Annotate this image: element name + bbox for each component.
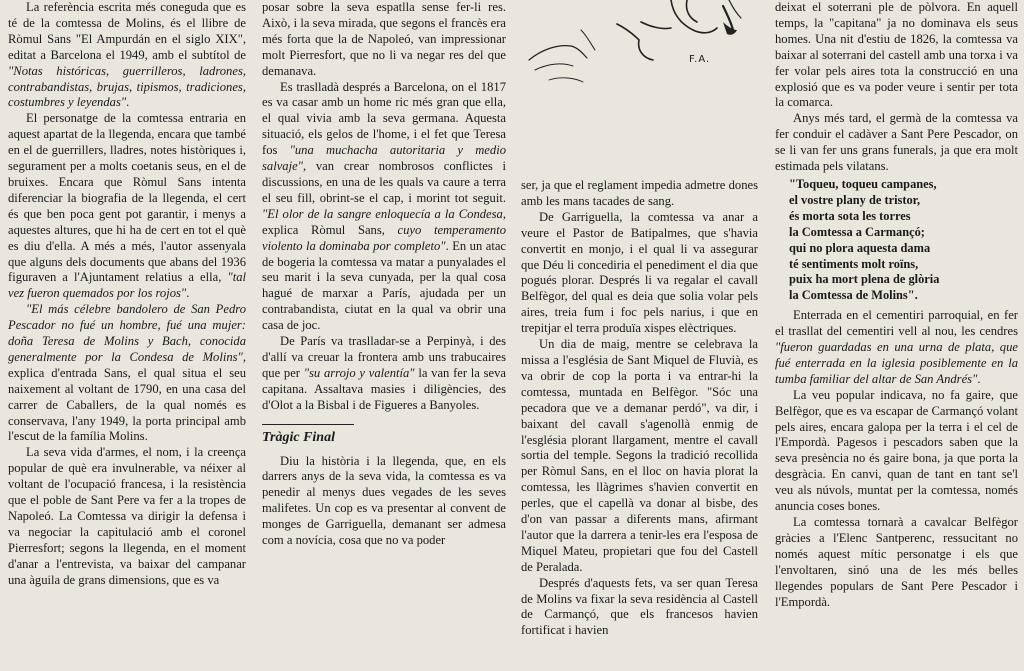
column-1 bbox=[8, 0, 246, 671]
paragraph: "El más célebre bandolero de San Pedro Pescador no fué un hombre, fué una mujer: doña Teresa de Molins y Bach, conocida generalmente por la Condesa de Molins", explica d'entrada Sans, el qual situa el seu naixement al voltant de 1790, en una casa del carrer de Caballers, de la qual només es conservava, l'any 1949, la porta principal amb l'escut de la família Molins. bbox=[8, 302, 246, 444]
paragraph: La veu popular indicava, no fa gaire, que Belfègor, que es va escapar de Carmançó volant pels aires, encara galopa per la terra i el cel de l'Empordà. Pagesos i pescadors saben que la seva presència no és gaire bona, ja que porta la desgràcia. En canvi, quan de tant en tant se'l veu als núvols, muntat per la comtessa, només anuncia coses bones. bbox=[775, 387, 1018, 514]
paragraph: Un dia de maig, mentre se celebrava la missa a l'església de Sant Miquel de Fluvià, es va obrir de cop la porta i va entrar-hi la comtessa, muntada en Belfègor. "Sóc una pecadora que ve a demanar perdó", va dir, i baixant del cavall s'agenollà enmig de l'església plorant llargament, mentre el cavall sortia del temple. Segons la tradició recollida per Ròmul Sans, en el lloc on havia plorat la comtessa, les llàgrimes s'havien convertit en perles, que el capellà va donar al bisbe, des d'on van passar a diferents mans, afirmant l'autor que la darrera a tenir-les era l'esposa de Miquel Mateu, propietari que fou del Castell de Peralada. bbox=[521, 337, 758, 574]
paragraph: Anys més tard, el germà de la comtessa va fer conduir el cadàver a Sant Pere Pescador, on se li van fer uns grans funerals, ja que era molt estimada pels vilatans. bbox=[775, 111, 1018, 174]
paragraph: De París va traslladar-se a Perpinyà, i des d'allí va creuar la frontera amb uns trabucaires que per "su arrojo y valentía" la van fer la seva capitana. Assaltava masies i diligències, des d'Olot a la Bisbal i de Figueres a Banyoles. bbox=[262, 334, 506, 412]
poem-line: és morta sota les torres bbox=[789, 208, 911, 223]
paragraph: Després d'aquests fets, va ser quan Teresa de Molins va fixar la seva residència al Castell de Carmançó, que els francesos havien fortificat i havien bbox=[521, 575, 758, 638]
poem-line: la Comtessa a Carmançó; bbox=[789, 224, 925, 239]
horse-illustration bbox=[521, 0, 758, 176]
paragraph: De Garriguella, la comtessa va anar a veure el Pastor de Batipalmes, que s'havia convertit en monjo, i el qual li va assegurar que Déu li concediria el penediment el dia que pogués plorar. Després li va regalar el cavall Belfègor, del qual es deia que solia volar pels aires, treia fum i foc pels narius, i que en trepitjar el terra produïa xispes elèctriques. bbox=[521, 209, 758, 336]
poem-line: qui no plora aquesta dama bbox=[789, 240, 931, 255]
paragraph: El personatge de la comtessa entraria en aquest apartat de la llegenda, encara que també en el de guerrillers, lladres, notes històriques i, segurament per a molts coetanis seus, en el de bruixes. Encara que Ròmul Sans intenta diferenciar la biografia de la llegenda, el cert és que ben poca gent pot garantir, i menys a aquestes altures, que hi ha de cert en tot el què es diu d'ella. A més a més, l'autor assenyala que alguns dels documents que abans del 1936 figuraven a l'Ajuntament relatius a ella, "tal vez fueron quemados por los rojos". bbox=[8, 111, 246, 301]
paragraph: Diu la història i la llegenda, que, en els darrers anys de la seva vida, la comtessa es va penedir al menys dues vegades de les seves malifetes. Un cop es va presentar al convent de monges de Garriguella, demanant ser admesa com a novícia, cosa que no va poder bbox=[262, 453, 506, 548]
column-2 bbox=[262, 0, 506, 671]
poem-line: la Comtessa de Molins". bbox=[789, 288, 918, 303]
column-4 bbox=[775, 0, 1018, 671]
paragraph: La referència escrita més coneguda que es té de la comtessa de Molins, és el llibre de Ròmul Sans "El Ampurdán en el siglo XIX", editat a Barcelona el 1949, amb el subtítol de "Notas históricas, guerrilleros, ladrones, contrabandistas, brujas, tipismos, tradiciones, costumbres y leyendas". bbox=[8, 0, 246, 110]
poem-line: té sentiments molt roïns, bbox=[789, 256, 919, 271]
poem-line: "Toqueu, toqueu campanes, bbox=[789, 176, 937, 191]
paragraph: Enterrada en el cementiri parroquial, en fer el trasllat del cementiri vell al nou, les cendres "fueron guardadas en una urna de plata, que fué enterrada en la iglesia posiblemente en la tumba familiar del altar de San Andrés". bbox=[775, 308, 1018, 386]
column-3 bbox=[521, 178, 758, 671]
paragraph: La seva vida d'armes, el nom, i la creença popular de què era invulnerable, va néixer al voltant de l'ocupació francesa, i la resistència que el poble de Sant Pere va fer a la tropes de Napoleó. La Comtessa va dirigir la defensa i va negociar la capitulació amb el coronel Pierresfort; segons la llegenda, en el moment d'anar a l'entrevista, va baixar del campanar una àguila de grans dimensions, que es va bbox=[8, 445, 246, 587]
paragraph: deixat el soterrani ple de pòlvora. En aquell temps, la "capitana" ja no dominava els seus homes. Una nit d'estiu de 1826, la comtessa va baixar al soterrani del castell amb una torxa i va fer volar pels aires tota la construcció en una explosió que es va poder veure i sentir per tota la comarca. bbox=[775, 0, 1018, 110]
illustration-signature: F.A. bbox=[689, 54, 711, 65]
poem-line: puix ha mort plena de glòria bbox=[789, 272, 940, 287]
section-heading: Tràgic Final bbox=[262, 424, 354, 446]
poem-line: el vostre plany de tristor, bbox=[789, 192, 921, 207]
paragraph: La comtessa tornarà a cavalcar Belfègor gràcies a l'Elenc Santperenc, ressucitant no només aquest mític personatge i els que l'envoltaren, sinó una de les més belles llegendes populars de Sant Pere Pescador i l'Empordà. bbox=[775, 515, 1018, 609]
paragraph: posar sobre la seva espatlla sense fer-li res. Això, i la seva mirada, que segons el francès era més forta que la de Napoleó, van impressionar molt Pierresfort, que no li va negar res del que demanava. bbox=[262, 0, 506, 78]
paragraph: ser, ja que el reglament impedia admetre dones amb les mans tacades de sang. bbox=[521, 178, 758, 208]
paragraph: Es traslladà després a Barcelona, on el 1817 es va casar amb un home ric més gran que ella, el qual vivia amb la seva germana. Aquesta situació, els gelos de l'home, i el fet que Teresa fos "una muchacha autoritaria y medio salvaje", van crear nombrosos conflictes i discussions, en una de les quals va caure a terra el seu fill, obrint-se el cap, i morint tot seguit. "El olor de la sangre enloquecía a la Condesa, explica Ròmul Sans, cuyo temperamento violento la dominaba por completo". En un atac de bogeria la comtessa va matar a punyalades el seu marit i la seva cunyada, per la qual cosa hagué de marxar a París, ajudada per un contrabandista, ciutat en la qual va obrir una casa de joc. bbox=[262, 79, 506, 333]
poem-verse bbox=[789, 177, 1018, 304]
